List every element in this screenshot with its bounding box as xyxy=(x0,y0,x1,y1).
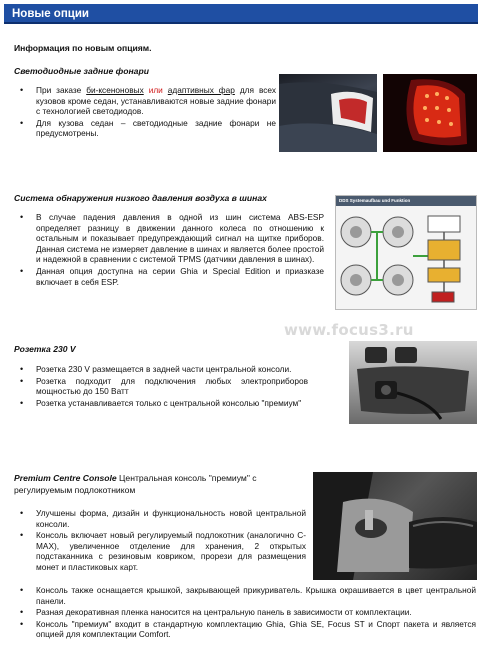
bullet-list-premium-console-a xyxy=(14,508,306,574)
bullet-list-premium-console-b xyxy=(14,585,476,641)
car-rear-photo xyxy=(279,74,377,152)
list-item: • Консоль "премиум" входит в стандартную комплектацию Ghia, Ghia SE, Focus ST и Спорт пакета и является опцией для комплектации Comfort. xyxy=(14,619,476,640)
page-header xyxy=(4,4,478,24)
bullet-list-socket xyxy=(14,364,308,409)
bullet-list-tire-pressure xyxy=(14,212,324,288)
list-item: • Розетка подходит для подключения любых электроприборов мощностью до 150 Ватт xyxy=(14,376,308,397)
list-item: • При заказе би-ксеноновых или адаптивных фар для всех кузовов кроме седан, устанавливаются новые задние фонари с технологией светодиодов. xyxy=(14,85,276,117)
list-item: • Консоль также оснащается крышкой, закрывающей прикуриватель. Крышка окрашивается в цвет центральной панели. xyxy=(14,585,476,606)
section-title-tire-pressure: Система обнаружения низкого давления воздуха в шинах xyxy=(14,193,267,203)
bullet-list-led-lights xyxy=(14,85,276,140)
premium-console-photo xyxy=(313,472,477,580)
adaptive-headlights-link[interactable]: адаптивных фар xyxy=(167,85,235,95)
led-taillight-photo xyxy=(383,74,477,152)
car-rear-illustration xyxy=(279,74,377,152)
list-item: • Консоль включает новый регулируемый подлокотник (аналогично C-MAX), увеличенное отделение для хранения, 2 открытых подстаканника с резиновым ковриком, прорези для размещения монет и пластиковых карт. xyxy=(14,530,306,572)
page-title: Новые опции xyxy=(12,8,89,20)
list-item: • Розетка устанавливается только с центральной консолью "премиум" xyxy=(14,398,308,409)
bixenon-link[interactable]: би-ксеноновых xyxy=(86,85,144,95)
list-item: • Улучшены форма, дизайн и функциональность новой центральной консоли. xyxy=(14,508,306,529)
section-title-premium-console: Premium Centre Console Центральная консоль "премиум" с регулируемым подлокотником xyxy=(14,473,257,495)
list-item: • Для кузова седан – светодиодные задние фонари не предусмотрены. xyxy=(14,118,276,139)
site-watermark: www.focus3.ru xyxy=(284,321,414,339)
socket-illustration xyxy=(349,341,477,424)
intro-heading: Информация по новым опциям. xyxy=(14,43,152,53)
list-item: • Разная декоративная пленка наносится на центральную панель в зависимости от комплектации. xyxy=(14,607,476,618)
list-item: • Розетка 230 V размещается в задней части центральной консоли. xyxy=(14,364,308,375)
section-title-socket: Розетка 230 V xyxy=(14,344,76,354)
list-item: • В случае падения давления в одной из шин система ABS-ESP определяет разницу в движении данного колеса по отношению к остальным и показывает предупреждающий сигнал на щитке приборов. Данная система не измеряет давление в шинах и является более простой и надежной в сравнении с системой TPMS (датчики давления в шинах). xyxy=(14,212,324,265)
led-taillight-illustration xyxy=(383,74,477,152)
list-item: • Данная опция доступна на серии Ghia и Special Edition и приазказе включает в себя ESP. xyxy=(14,266,324,287)
tire-pressure-diagram xyxy=(335,195,477,310)
socket-photo xyxy=(349,341,477,424)
section-title-led-lights: Светодиодные задние фонари xyxy=(14,66,149,76)
diagram-title: DDS Systemaufbau und Funktion xyxy=(336,196,476,206)
premium-console-illustration xyxy=(313,472,477,580)
diagram-illustration xyxy=(336,206,477,310)
